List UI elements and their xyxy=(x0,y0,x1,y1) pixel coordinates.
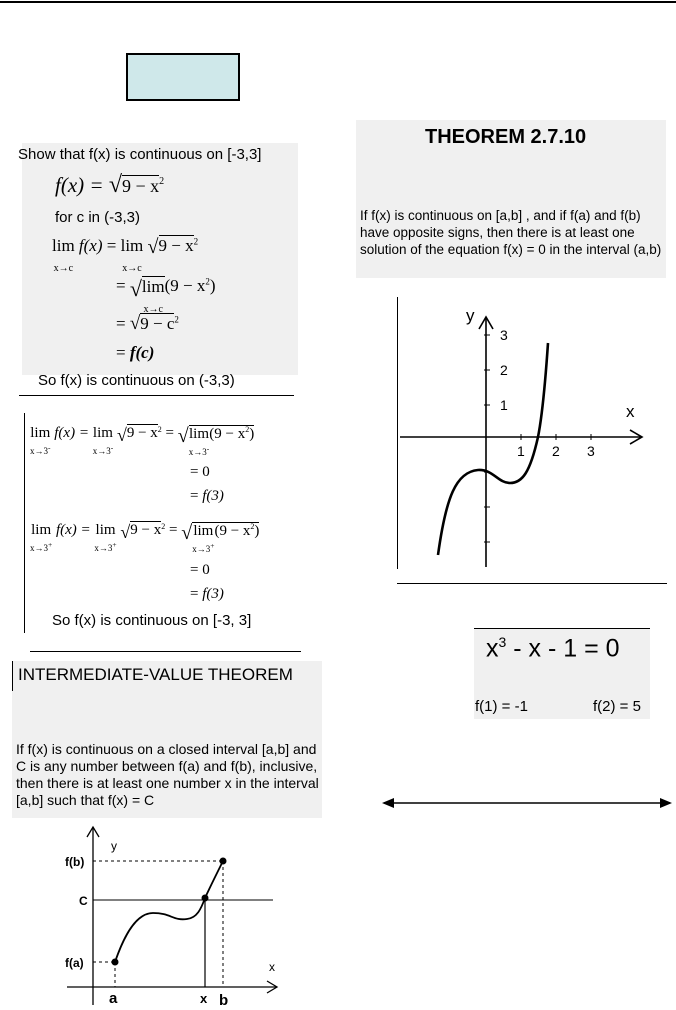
limit-line-2: = √lim $x\to c(9 - x^2)$ xyxy=(116,276,216,315)
lim-label: lim xyxy=(52,236,75,255)
ivt-left-rule xyxy=(12,661,13,691)
sup-d: + xyxy=(48,540,53,549)
f1-value: f(1) = -1 xyxy=(475,698,528,715)
one-sided-zero-2 xyxy=(190,562,210,579)
lim-sub-2: x→c xyxy=(122,263,142,274)
continuity-prompt: Show that f(x) is continuous on [-3,3] xyxy=(18,146,262,163)
function-definition: $f(x) = √9 - x^2$ xyxy=(55,172,165,198)
sup-e: + xyxy=(112,540,117,549)
exp-b: 2 xyxy=(245,425,250,434)
radicand-b: 9 − x xyxy=(214,426,246,442)
eq-exp: 3 xyxy=(498,634,507,650)
eq-a: = xyxy=(165,425,175,441)
cubic-x-label: x xyxy=(626,402,635,421)
eq-sign-3: = xyxy=(116,314,126,333)
c-point xyxy=(202,895,209,902)
eq-d: = xyxy=(169,522,178,538)
xtick-label-3: 3 xyxy=(587,443,595,459)
exp-c: 2 xyxy=(174,314,179,325)
ivt-title: INTERMEDIATE-VALUE THEOREM xyxy=(18,665,293,684)
sub-f: x→3 xyxy=(192,544,211,554)
eq-sign-4: = xyxy=(116,343,126,362)
ivt-y-label: y xyxy=(111,839,117,853)
f-of-c: f(c) xyxy=(129,343,155,362)
one-sided-left-rule xyxy=(24,413,25,633)
one-sided-line-2: lim x→3+ f(x) = lim x→3+ $√9 - x^2 = √\lim$ $x\to 3^+(9 - x^2)$ xyxy=(30,522,259,557)
sub-c: x→3 xyxy=(188,447,207,457)
f3-1: f(3) xyxy=(202,488,224,504)
eq-rest: - x - 1 = 0 xyxy=(506,634,620,663)
limit-line-4 xyxy=(116,343,154,363)
fb-point xyxy=(220,858,227,865)
double-arrow xyxy=(380,795,676,811)
theorem-body: If f(x) is continuous on [a,b] , and if f(a) and f(b) have opposite signs, then there is at least one solution of the equation f(x) = 0 in the interval (a,b) xyxy=(360,208,662,257)
exp-d: 2 xyxy=(250,522,255,531)
lim-label-2: lim xyxy=(120,236,144,255)
fa-point xyxy=(112,959,119,966)
b-label: b xyxy=(219,992,229,1009)
sup-a: - xyxy=(48,443,51,452)
ytick-label-1: 1 xyxy=(500,397,508,413)
paren-open-a: ( xyxy=(209,426,215,442)
eq-base: x xyxy=(486,634,499,663)
eq-f: = xyxy=(190,586,199,602)
lim-sub-3: x→c xyxy=(143,304,163,315)
eq-sign: = xyxy=(106,236,117,255)
one-sided-conclusion: So f(x) is continuous on [-3, 3] xyxy=(52,612,252,629)
sup-f: + xyxy=(210,541,215,550)
f2-value: f(2) = 5 xyxy=(593,698,641,715)
lim-sub: x→c xyxy=(53,263,74,274)
radicand-c: 9 − c xyxy=(140,314,175,333)
cubic-curve xyxy=(438,343,548,555)
x-label: x xyxy=(200,991,208,1006)
theorem-title: THEOREM 2.7.10 xyxy=(425,126,587,148)
rule-2 xyxy=(30,651,301,652)
radicand-1: 9 − x xyxy=(121,176,160,196)
fa-label: f(a) xyxy=(65,956,84,970)
f-lhs: f(x) = xyxy=(55,173,104,197)
cubic-equation xyxy=(486,634,620,663)
exp-a: 2 xyxy=(157,425,162,434)
sub-d: x→3 xyxy=(30,543,48,553)
top-rule xyxy=(0,1,676,3)
ivt-graph xyxy=(55,823,285,1010)
one-sided-f3-2 xyxy=(190,586,224,603)
rule-1 xyxy=(19,395,294,396)
paren-close-b: ) xyxy=(254,523,260,539)
lim-d: lim xyxy=(31,522,52,538)
radicand-c2: 9 − x xyxy=(130,522,162,538)
zero-1: 0 xyxy=(202,464,210,480)
xtick-label-1: 1 xyxy=(517,443,525,459)
a-label: a xyxy=(109,990,118,1007)
lim-c: lim xyxy=(188,426,209,442)
sup-c: - xyxy=(206,444,210,453)
xtick-label-2: 2 xyxy=(552,443,560,459)
fb-label: f(b) xyxy=(65,855,85,869)
fx-a: f(x) = xyxy=(54,425,89,441)
ivt-curve xyxy=(115,861,223,962)
one-sided-line-1: lim x→3- f(x) = lim x→3- $√9 - x^2 = √\lim$ $x\to 3^-(9 - x^2)$ xyxy=(30,425,254,460)
paren-close-a: ) xyxy=(249,426,255,442)
eq-sign-2: = xyxy=(116,276,126,295)
lim-a: lim xyxy=(30,425,51,441)
limit-line-3: = $√9 - c^2$ xyxy=(116,313,179,334)
exp-line-1: 2 xyxy=(193,236,199,247)
highlight-box xyxy=(126,53,240,101)
exp-2: 2 xyxy=(159,176,165,187)
one-sided-zero-1 xyxy=(190,464,210,481)
ivt-body: If f(x) is continuous on a closed interval [a,b] and C is any number between f(a) and f(b), inclusive, then there is at least one number x in the interval [a,b] such that f(x) = C xyxy=(16,741,319,808)
lim-f: lim xyxy=(193,523,214,539)
sub-a: x→3 xyxy=(30,446,48,456)
zero-2: 0 xyxy=(202,562,210,578)
lim-label-3: lim xyxy=(141,277,165,296)
eq-e: = xyxy=(190,562,199,578)
radicand-line-1: 9 − x xyxy=(158,236,194,255)
arrow-head-left xyxy=(382,798,394,808)
fx-b: f(x) = xyxy=(55,522,91,538)
f3-2: f(3) xyxy=(202,586,224,602)
c-label: C xyxy=(79,894,88,908)
sub-b: x→3 xyxy=(92,446,111,456)
arrow-head-right xyxy=(660,798,672,808)
paren-open-b: ( xyxy=(214,523,220,539)
sup-b: - xyxy=(110,443,114,452)
cubic-graph xyxy=(398,297,654,569)
limit-line-1: lim x→c f(x) = lim x→c $√9 - x^2$ xyxy=(52,236,199,274)
cubic-y-label: y xyxy=(466,306,475,325)
ivt-x-label: x xyxy=(269,960,275,974)
continuity-conclusion: So f(x) is continuous on (-3,3) xyxy=(38,372,235,389)
radicand-a: 9 − x xyxy=(126,425,158,441)
lim-e: lim xyxy=(95,522,116,538)
rule-3 xyxy=(397,583,667,584)
ytick-label-2: 2 xyxy=(500,362,508,378)
one-sided-f3-1 xyxy=(190,488,224,505)
ytick-label-3: 3 xyxy=(500,327,508,343)
radicand-d: 9 − x xyxy=(219,523,251,539)
eq-c: = xyxy=(190,488,199,504)
exp-c2: 2 xyxy=(161,522,166,531)
sub-e: x→3 xyxy=(94,543,113,553)
eq-b: = xyxy=(190,464,199,480)
lim-b: lim xyxy=(92,425,113,441)
for-c-label: for c in (-3,3) xyxy=(55,209,141,226)
